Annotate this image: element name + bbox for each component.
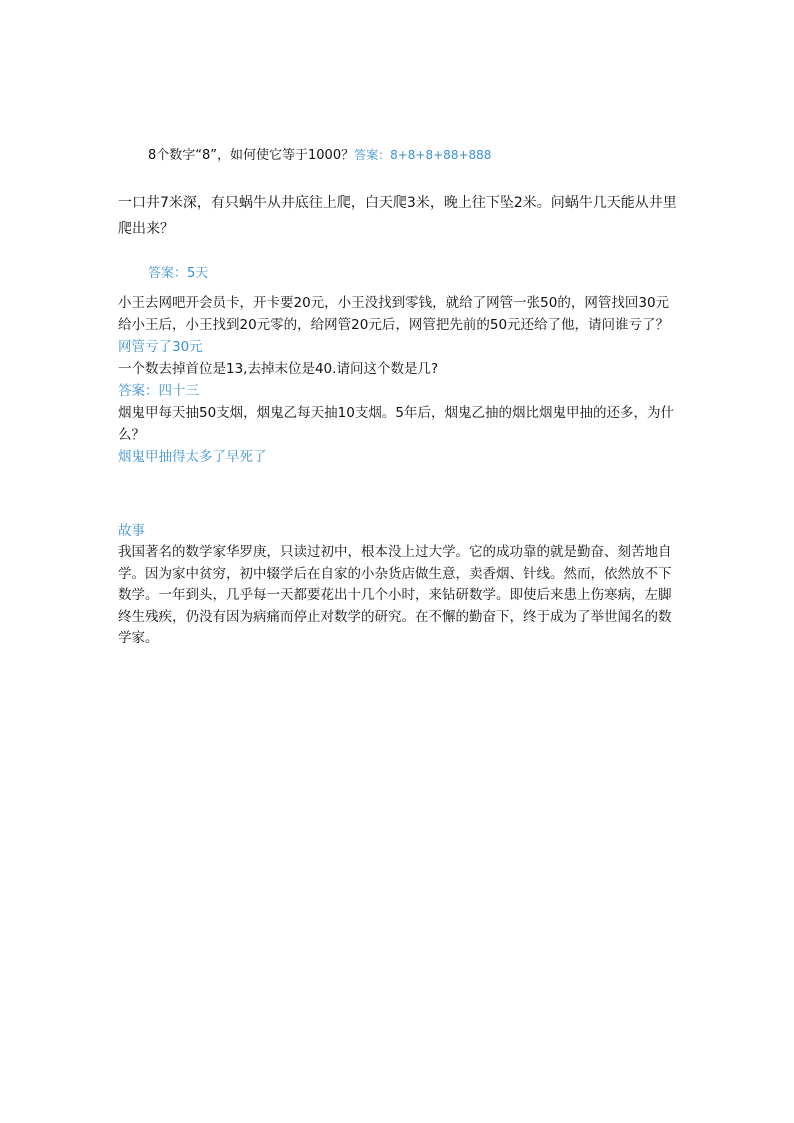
puzzle-2-answer: 答案：5天 — [148, 266, 209, 281]
puzzle-4-question: 一个数去掉首位是13,去掉末位是40.请问这个数是几? — [118, 361, 439, 377]
puzzle-3-answer: 网管亏了30元 — [118, 339, 203, 355]
story-body: 我国著名的数学家华罗庚，只读过初中，根本没上过大学。它的成功靠的就是勤奋、刻苦地自学。因为家中贫穷，初中辍学后在自家的小杂货店做生意，卖香烟、针线。然而，依然放不下数学。一年到头，几乎每一天都要花出十几个小时，来钻研数学。即使后来患上伤寒病，左脚终生残疾，仍没有因为病痛而停止对数学的研究。在不懈的勤奋下，终于成为了举世闻名的数学家。 — [118, 544, 672, 646]
puzzle-1-question: 8个数字“8”，如何使它等于1000？ — [148, 148, 355, 163]
puzzle-2-question: 一口井7米深，有只蜗牛从井底往上爬，白天爬3米，晚上往下坠2米。问蜗牛几天能从井里爬出来？ — [118, 195, 677, 237]
puzzle-5-question: 烟鬼甲每天抽50支烟，烟鬼乙每天抽10支烟。5年后，烟鬼乙抽的烟比烟鬼甲抽的还多，为什么？ — [118, 405, 674, 443]
puzzle-5-answer: 烟鬼甲抽得太多了早死了 — [118, 449, 267, 465]
story-title: 故事 — [118, 523, 145, 539]
puzzles-3-5 — [118, 292, 680, 468]
puzzle-3-question: 小王去网吧开会员卡，开卡要20元，小王没找到零钱，就给了网管一张50的，网管找回30元给小王后，小王找到20元零的，给网管20元后，网管把先前的50元还给了他，请问谁亏了？ — [118, 295, 670, 333]
puzzle-4-answer: 答案：四十三 — [118, 383, 199, 399]
puzzle-1-answer: 答案：8+8+8+88+888 — [354, 148, 492, 162]
puzzle-1 — [148, 144, 710, 167]
